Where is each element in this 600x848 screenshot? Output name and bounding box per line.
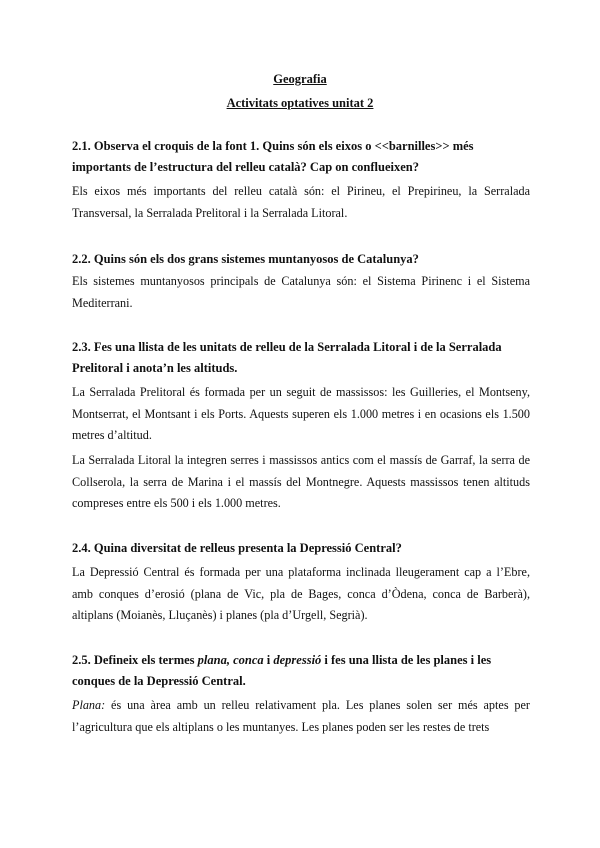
question-2-5-part3: i fes una llista de les planes i les conques de la Depressió Central.	[72, 653, 492, 688]
question-2-5-term-plana-conca: plana, conca	[197, 653, 264, 667]
question-2-5-term-depressio: depressió	[273, 653, 322, 667]
answer-2-5	[72, 695, 530, 738]
answer-2-4: La Depressió Central és formada per una plataforma inclinada lleugerament cap a l’Ebre, amb conques d’erosió (plana de Vic, pla de Bages, conca d’Òdena, conca de Barberà), altiplans (Moianès, Lluçanès) i planes (pla d’Urgell, Segrià).	[72, 565, 530, 622]
question-2-3: 2.3. Fes una llista de les unitats de relleu de la Serralada Litoral i de la Serralada Prelitoral i anota’n les altituds.	[72, 340, 502, 375]
answer-2-5-label-plana: Plana:	[72, 698, 106, 712]
answer-2-2: Els sistemes muntanyosos principals de Catalunya són: el Sistema Pirinenc i el Sistema Mediterrani.	[72, 274, 530, 310]
document-title: Geografia	[273, 72, 327, 86]
question-2-5-part2: i	[263, 653, 274, 667]
question-2-5	[72, 650, 530, 692]
answer-2-5-text: és una àrea amb un relleu relativament pla. Les planes solen ser més aptes per l’agricultura que els altiplans o les muntanyes. Les planes poden ser les restes de trets	[72, 698, 530, 734]
question-2-1: 2.1. Observa el croquis de la font 1. Quins són els eixos o <<barnilles>> més importants de l’estructura del relleu català? Cap on conflueixen?	[72, 139, 474, 174]
question-2-4: 2.4. Quina diversitat de relleus presenta la Depressió Central?	[72, 541, 402, 555]
answer-2-1: Els eixos més importants del relleu català són: el Pirineu, el Prepirineu, la Serralada Transversal, la Serralada Prelitoral i la Serralada Litoral.	[72, 184, 530, 220]
answer-2-3-litoral: La Serralada Litoral la integren serres i massissos antics com el massís de Garraf, la serra de Collserola, la serra de Marina i el massís del Montnegre. Aquests massissos tenen altituds compreses entre els 500 i els 1.000 metres.	[72, 453, 530, 510]
answer-2-3-prelitoral: La Serralada Prelitoral és formada per un seguit de massissos: les Guilleries, el Montseny, Montserrat, el Montsant i els Ports. Aquests superen els 1.000 metres i en ocasions els 1.500 metres d’altitud.	[72, 385, 530, 442]
document-subtitle: Activitats optatives unitat 2	[226, 96, 374, 110]
question-2-2: 2.2. Quins són els dos grans sistemes muntanyosos de Catalunya?	[72, 252, 419, 266]
question-2-5-part1: 2.5. Defineix els termes	[72, 653, 198, 667]
